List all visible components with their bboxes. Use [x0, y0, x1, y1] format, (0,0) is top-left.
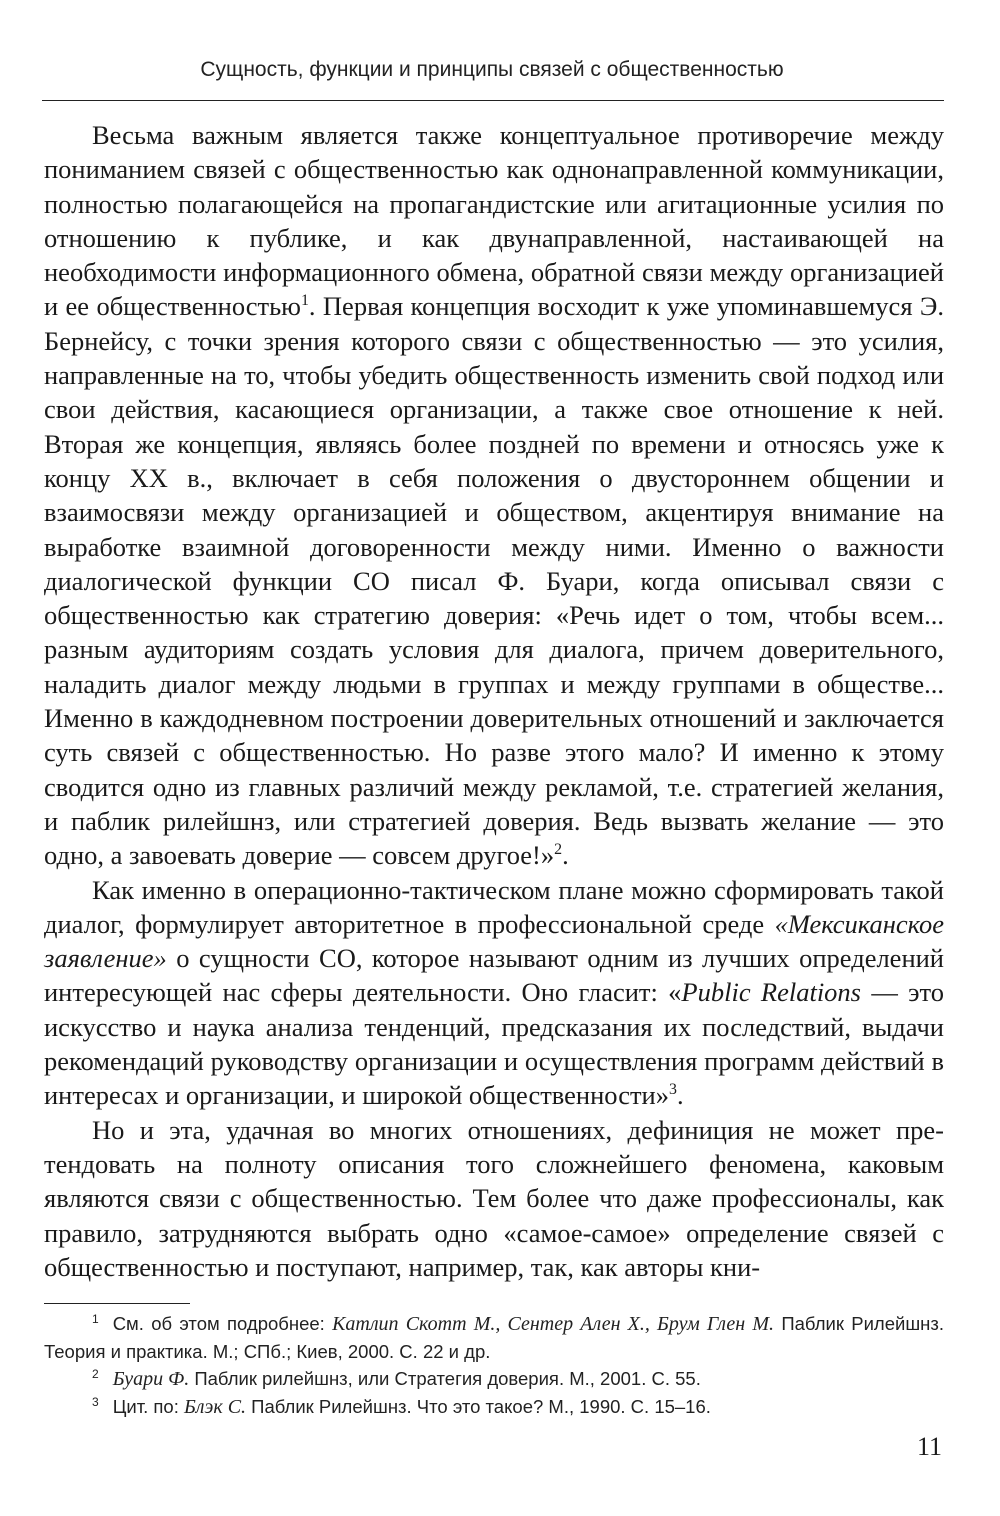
paragraph-2-part-d: . — [676, 1080, 684, 1111]
paragraph-2-part-a: Как именно в операционно-тактическом плане можно сформировать такой диалог, формулирует авторитетное в профессиональной среде — [44, 874, 944, 939]
footnote-ref-1[interactable]: 1 — [300, 292, 309, 310]
page-number: 11 — [916, 1432, 942, 1461]
footnote-3-number: 3 — [92, 1394, 99, 1409]
paragraph-1-part-a: Весьма важным является также концептуальное противоречие между пониманием связей с общественностью как однонаправленной коммуникации, полностью полагающейся на пропагандистские или агитационные усилия по отношению к публике, и как двунаправленной, настаивающей на необходимости информационного обмена, обратной связи между организацией и ее общественностью — [44, 120, 944, 322]
paragraph-3: Но и эта, удачная во многих отношениях, дефиниция не может претендовать на полноту описания того сложнейшего феномена, каковым являются связи с общественностью. Тем более что даже профессионалы, как правило, затрудняются выбрать одно «самое-самое» определение связей с общественностью и поступают, например, так, как авторы кни- — [44, 1114, 944, 1282]
footnote-2 — [44, 1365, 944, 1393]
footnote-1-post: Паблик Рилейшнз. Теория и практика. М.; СПб.; Киев, 2000. С. 22 и др. — [44, 1313, 944, 1362]
header-rule — [42, 100, 944, 101]
paragraph-2-italic-term: «Мексиканское заявление» — [44, 908, 944, 974]
paragraph-2-part-c: — это искусство и наука анализа тенденций, предсказания их последствий, выдачи рекомендаций руководству организации и осуществления программ действий в интересах и организации, и широкой общественности» — [44, 977, 944, 1111]
footnote-1 — [44, 1310, 944, 1365]
paragraph-2-italic-pr: Public Relations — [681, 977, 861, 1008]
paragraph-1 — [44, 118, 944, 873]
footnote-1-pre: См. об этом подробнее: — [112, 1313, 333, 1334]
footnote-ref-2[interactable]: 2 — [554, 841, 563, 859]
main-text — [44, 118, 944, 1284]
footnote-3-post: Паблик Рилейшнз. Что это такое? М., 1990. С. 15–16. — [246, 1396, 711, 1417]
paragraph-2 — [44, 873, 944, 1113]
footnotes — [44, 1310, 944, 1421]
footnote-2-post: Паблик рилейшнз, или Стратегия доверия. М., 2001. С. 55. — [189, 1368, 701, 1389]
footnote-2-number: 2 — [92, 1366, 99, 1381]
footnote-ref-3[interactable]: 3 — [668, 1081, 677, 1099]
footnote-rule — [44, 1303, 190, 1304]
paragraph-2-part-b: о сущности СО, которое называют одним из лучших определений интересующей нас сферы деятельности. Оно гласит: « — [44, 943, 944, 1008]
paragraph-1-part-c: . — [562, 840, 569, 871]
footnote-1-number: 1 — [92, 1311, 99, 1326]
footnote-1-authors: Катлип Скотт М., Сентер Ален Х., Брум Глен М. — [332, 1313, 775, 1335]
footnote-2-authors: Буари Ф. — [112, 1368, 190, 1390]
paragraph-1-part-b: . Первая концепция восходит к уже упоминавшемуся Э. Бернейсу, с точки зрения которого связи с общественностью — это усилия, направленные на то, чтобы убедить общественность изменить свой подход или свои действия, касающиеся организации, а также свое отношение к ней. Вторая же концепция, являясь более поздней по времени и относясь уже к концу XX в., включает в себя положения о двустороннем общении и взаимосвязи между организацией и обществом, акцентируя внимание на выработке взаимной договоренности между ними. Именно о важности диалогической функции СО писал Ф. Буари, когда описывал связи с общественностью как стратегию доверия: «Речь идет о том, чтобы всем... разным аудиториям создать условия для диалога, причем доверительного, наладить диалог между людьми в группах и между группами в обществе... Именно в каждодневном построении доверительных отношений и заключается суть связей с общественностью. Но разве этого мало? И именно к этому сводится одно из главных различий между рекламой, т.е. стратегией желания, и паблик рилейшнз, или стратегией доверия. Ведь вызвать желание — это одно, а завоевать доверие — совсем другое!» — [44, 291, 944, 871]
running-title: Сущность, функции и принципы связей с общественностью — [200, 58, 784, 81]
footnote-3-pre: Цит. по: — [112, 1396, 184, 1417]
footnote-3-authors: Блэк С. — [184, 1396, 247, 1418]
footnote-3 — [44, 1393, 944, 1421]
